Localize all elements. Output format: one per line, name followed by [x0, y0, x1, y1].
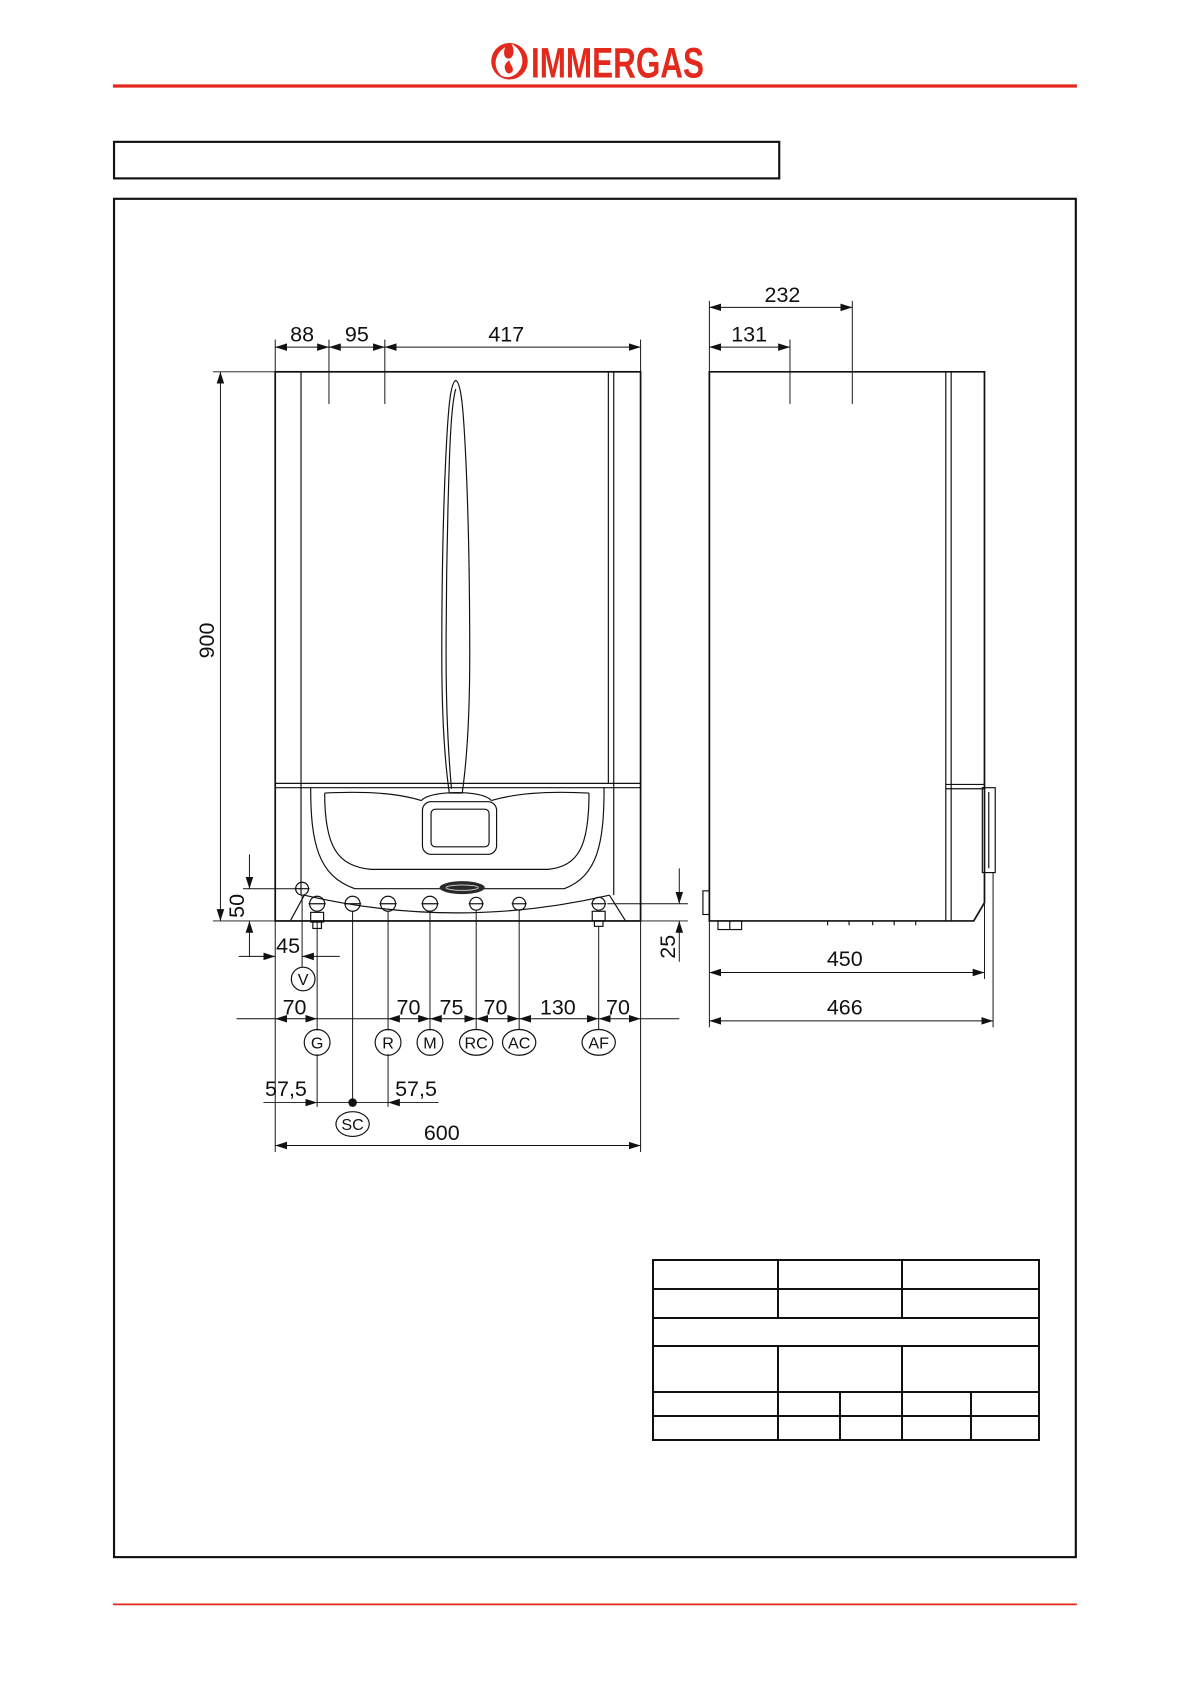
dim-value-width: 600: [423, 1121, 460, 1146]
control-panel: [311, 788, 604, 894]
table-cell: [653, 1416, 778, 1440]
dim-value-height: 900: [194, 622, 219, 659]
dim-value-top-2: 95: [344, 322, 369, 347]
leaf-inner-line: [446, 389, 456, 789]
label-g: G: [310, 1034, 324, 1053]
dim-value-depth: 450: [826, 947, 863, 972]
table-cell: [971, 1392, 1039, 1416]
table-row: [653, 1392, 1039, 1416]
sc-center-dot: [348, 1098, 357, 1107]
label-af: AF: [588, 1034, 609, 1053]
table-cell: [778, 1346, 903, 1392]
table-cell: [902, 1346, 1038, 1392]
dim-value-spacing-6: 70: [606, 995, 630, 1020]
dim-value-connection-height: 25: [655, 934, 680, 959]
dim-value-side-top-1: 232: [764, 282, 801, 307]
table-row: [653, 1346, 1039, 1392]
dim-value-top-1: 88: [290, 322, 315, 347]
table-row: [653, 1318, 1039, 1346]
dim-value-spacing-3: 75: [439, 995, 464, 1020]
table-cell: [902, 1260, 1038, 1289]
dim-value-side-top-2: 131: [731, 322, 768, 347]
table-cell: [840, 1392, 902, 1416]
label-ac: AC: [507, 1034, 531, 1053]
side-dimension-lines: [709, 301, 993, 1027]
cold-water-fitting: [592, 911, 605, 921]
label-r: R: [382, 1034, 394, 1053]
label-rc: RC: [464, 1034, 488, 1053]
label-v: V: [297, 970, 309, 989]
control-panel-outer: [311, 788, 604, 889]
table-row: [653, 1260, 1039, 1289]
front-panel-leaf: [442, 380, 470, 793]
table-cell: [653, 1289, 778, 1318]
table-row: [653, 1416, 1039, 1440]
table-cell: [653, 1318, 1039, 1346]
table-cell: [778, 1289, 903, 1318]
casing-base: [290, 895, 625, 921]
base-foot-right: [609, 895, 625, 921]
table-row: [653, 1289, 1039, 1318]
table-cell: [653, 1346, 778, 1392]
title-box: [114, 142, 779, 179]
specification-table: [652, 1259, 1040, 1441]
dim-value-spacing-2: 70: [396, 995, 421, 1020]
side-dimension-values: [731, 283, 863, 1019]
logo-wordmark: IMMERGAS: [530, 39, 704, 88]
table-cell: [902, 1416, 971, 1440]
flame-icon: [491, 43, 528, 80]
front-dimension-lines: [213, 340, 688, 1152]
connection-labels: [291, 967, 615, 1136]
front-view: [195, 323, 688, 1152]
table-cell: [840, 1416, 902, 1440]
dim-value-sc-left: 57,5: [265, 1077, 307, 1102]
table-cell: [778, 1392, 840, 1416]
dim-value-top-3: 417: [488, 322, 525, 347]
display-screen: [431, 809, 489, 847]
table-cell: [778, 1416, 840, 1440]
dim-value-v-offset: 45: [276, 934, 301, 959]
table-cell: [902, 1392, 971, 1416]
control-panel-inner: [325, 793, 589, 869]
dim-value-sc-right: 57,5: [395, 1077, 437, 1102]
rear-fitting: [703, 891, 709, 915]
brand-logo: [491, 39, 704, 87]
front-dimension-values: [195, 323, 680, 1145]
table-cell: [778, 1260, 903, 1289]
table-cell: [653, 1260, 778, 1289]
label-m: M: [423, 1034, 437, 1053]
dim-value-spacing-5: 130: [539, 995, 576, 1020]
dim-value-v-height: 50: [225, 893, 250, 918]
table-cell: [902, 1289, 1038, 1318]
display-hood: [421, 793, 491, 801]
side-view: [703, 283, 995, 1027]
dim-value-spacing-4: 70: [483, 995, 508, 1020]
label-sc: SC: [341, 1115, 364, 1134]
dim-value-spacing-1: 70: [282, 995, 307, 1020]
table-cell: [971, 1416, 1039, 1440]
dim-value-overall-depth: 466: [826, 995, 863, 1020]
boiler-casing-side: [709, 372, 984, 921]
table-cell: [653, 1392, 778, 1416]
